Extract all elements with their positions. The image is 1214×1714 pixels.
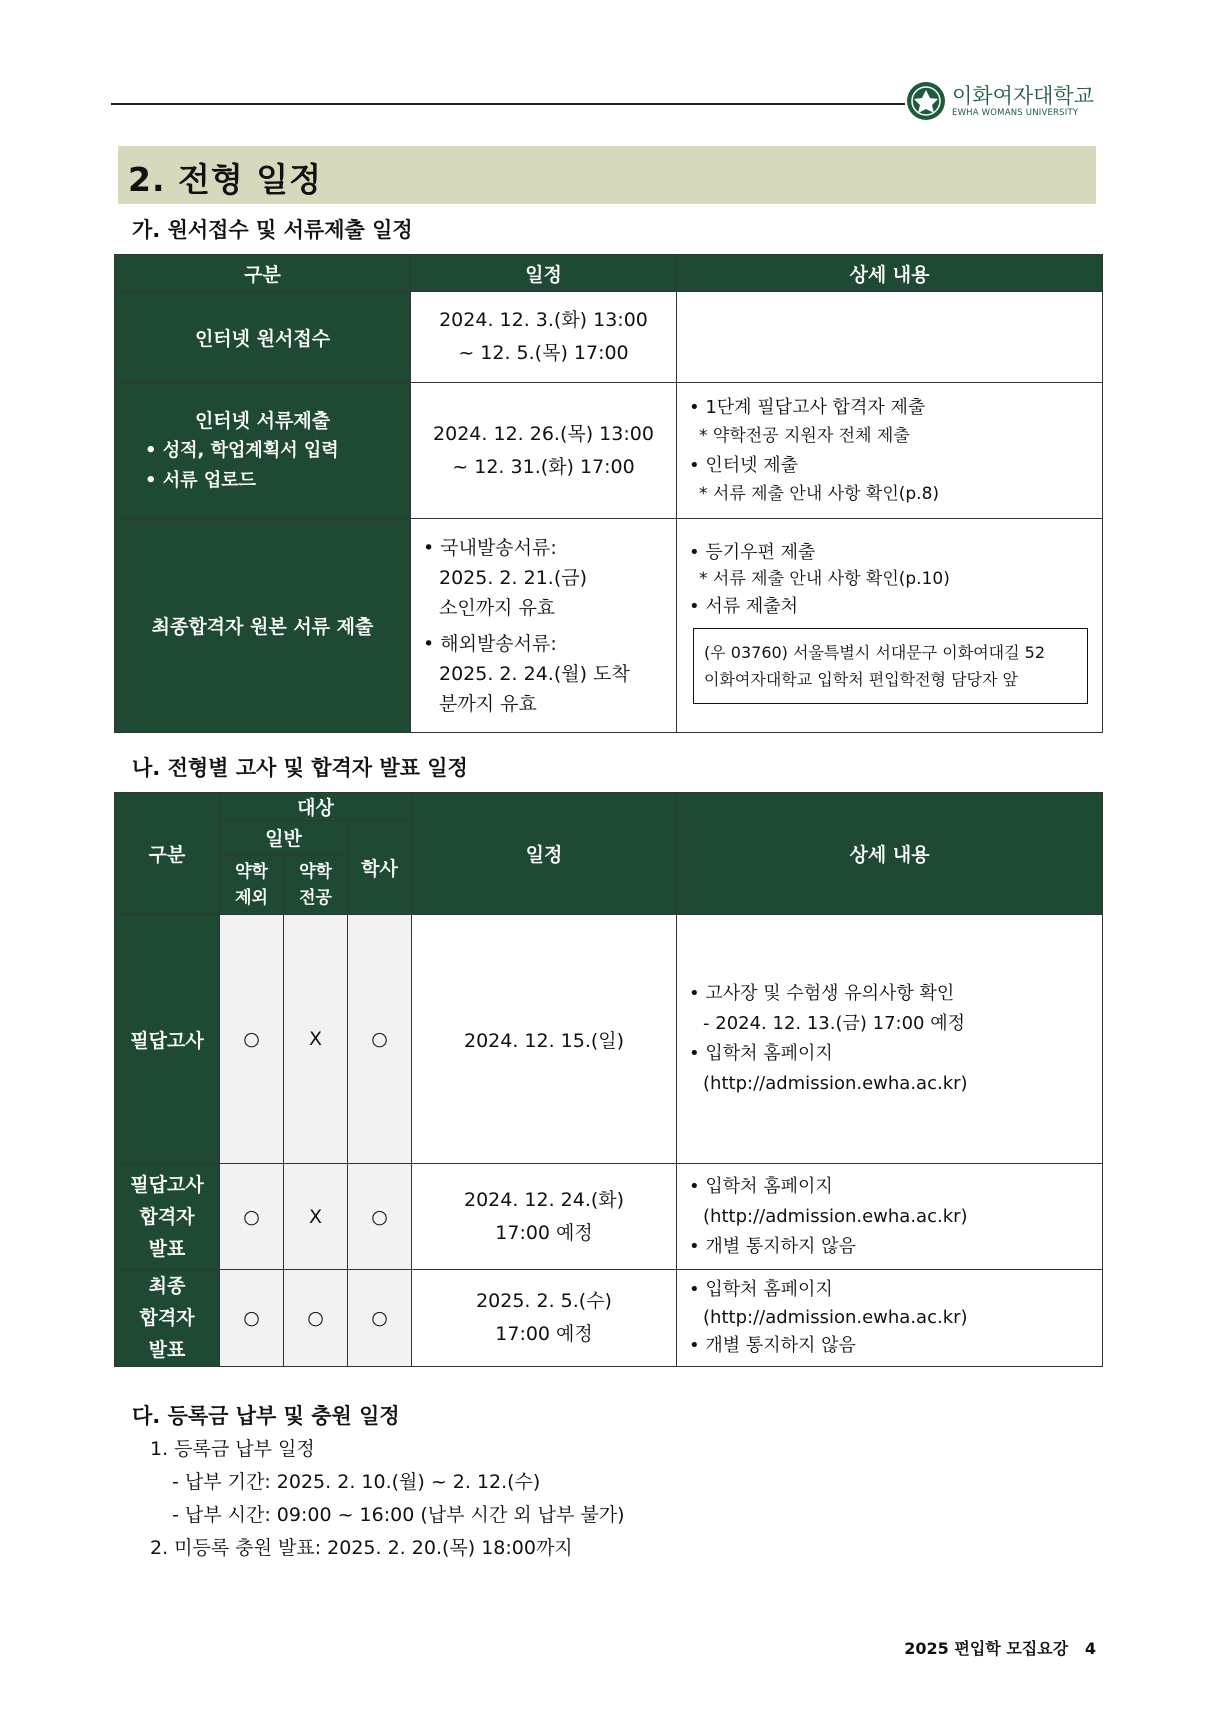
body-line: - 납부 시간: 09:00 ~ 16:00 (납부 시간 외 납부 불가) (172, 1504, 625, 1526)
address-line: (우 03760) 서울특별시 서대문구 이화여대길 52 (704, 643, 1046, 662)
subsection-title-na: 나. 전형별 고사 및 합격자 발표 일정 (132, 756, 468, 780)
table-header-row (115, 255, 1103, 292)
date-line: • 국내발송서류: (423, 536, 557, 559)
date-line: 2025. 2. 21.(금) (439, 566, 587, 589)
mark-cell: ○ (348, 1270, 412, 1367)
date-line: 2025. 2. 24.(월) 도착 (439, 662, 630, 685)
table-header-row (115, 793, 1103, 821)
date-line: ~ 12. 31.(화) 17:00 (452, 455, 635, 478)
detail-line: • 개별 통지하지 않음 (689, 1235, 856, 1257)
header-cell: 구분 (115, 255, 411, 292)
header-cell (220, 855, 284, 915)
payment-schedule-text (150, 1433, 625, 1565)
header-cell: 일정 (412, 793, 677, 915)
date-line: 2024. 12. 26.(목) 13:00 (433, 422, 654, 445)
body-line: - 납부 기간: 2025. 2. 10.(월) ~ 2. 12.(수) (172, 1471, 541, 1493)
row-label-line: 발표 (148, 1339, 186, 1361)
mark-cell: ○ (220, 915, 284, 1164)
table-row (115, 915, 1103, 1164)
row-label-line: 합격자 (139, 1205, 195, 1228)
university-logo (905, 80, 1094, 122)
detail-line: * 서류 제출 안내 사항 확인(p.8) (699, 483, 940, 504)
detail-line: - 2024. 12. 13.(금) 17:00 예정 (703, 1013, 965, 1034)
date-line: 2024. 12. 24.(화) (463, 1188, 625, 1211)
detail-line: * 서류 제출 안내 사항 확인(p.10) (699, 569, 950, 589)
header-cell: 일반 (220, 821, 348, 855)
detail-cell (677, 383, 1103, 519)
row-label (115, 1164, 220, 1270)
exam-schedule-table (114, 792, 1103, 1367)
subsection-title-ga: 가. 원서접수 및 서류제출 일정 (132, 218, 413, 242)
header-text: 약학 (235, 861, 268, 882)
header-cell: 일정 (411, 255, 677, 292)
row-label (115, 383, 411, 519)
detail-line: • 입학처 홈페이지 (689, 1175, 833, 1197)
application-schedule-table (114, 254, 1103, 733)
page-footer: 2025 편입학 모집요강 4 (904, 1639, 1096, 1658)
detail-cell (677, 1164, 1103, 1270)
header-cell: 상세 내용 (677, 793, 1103, 915)
detail-line: (http://admission.ewha.ac.kr) (703, 1205, 968, 1227)
mark-cell: ○ (348, 915, 412, 1164)
detail-line: • 입학처 홈페이지 (689, 1043, 833, 1064)
row-label: 인터넷 원서접수 (115, 292, 411, 383)
mark-cell: ○ (284, 1270, 348, 1367)
address-box (693, 628, 1088, 704)
date-cell (412, 1270, 677, 1367)
mark-cell: ○ (348, 1164, 412, 1270)
ewha-emblem-icon (905, 80, 947, 122)
mark-cell: X (284, 915, 348, 1164)
header-text: 약학 (299, 861, 332, 882)
header-cell: 대상 (220, 793, 412, 821)
date-line: ~ 12. 5.(목) 17:00 (458, 342, 629, 364)
detail-line: (http://admission.ewha.ac.kr) (703, 1307, 968, 1328)
header-cell (284, 855, 348, 915)
row-label-line: 필답고사 (130, 1173, 204, 1196)
detail-line: (http://admission.ewha.ac.kr) (703, 1073, 968, 1094)
row-label-sub: • 서류 업로드 (145, 469, 256, 491)
detail-line: • 서류 제출처 (689, 596, 799, 617)
mark-cell: ○ (220, 1270, 284, 1367)
table-row (115, 1164, 1103, 1270)
section-title: 2. 전형 일정 (128, 160, 322, 199)
row-label (115, 1270, 220, 1367)
address-line: 이화여자대학교 입학처 편입학전형 담당자 앞 (704, 670, 1019, 689)
body-line: 1. 등록금 납부 일정 (150, 1438, 315, 1460)
date-line: 17:00 예정 (495, 1221, 593, 1244)
body-line: 2. 미등록 충원 발표: 2025. 2. 20.(목) 18:00까지 (150, 1537, 573, 1559)
date-line: 17:00 예정 (495, 1323, 593, 1345)
detail-cell (677, 1270, 1103, 1367)
detail-line: • 개별 통지하지 않음 (689, 1335, 856, 1356)
subsection-title-da: 다. 등록금 납부 및 충원 일정 (132, 1404, 400, 1428)
row-label: 최종합격자 원본 서류 제출 (115, 519, 411, 733)
header-cell: 상세 내용 (677, 255, 1103, 292)
logo-english-name: EWHA WOMANS UNIVERSITY (952, 107, 1079, 118)
date-cell (411, 292, 677, 383)
table-row (115, 519, 1103, 733)
detail-line: • 등기우편 제출 (689, 542, 816, 563)
mark-cell: ○ (220, 1164, 284, 1270)
header-rule (111, 103, 905, 105)
header-text: 전공 (299, 887, 332, 908)
detail-cell (677, 519, 1103, 733)
table-row (115, 1270, 1103, 1367)
detail-line: • 1단계 필답고사 합격자 제출 (689, 396, 926, 418)
date-cell (412, 1164, 677, 1270)
row-label-main: 인터넷 서류제출 (194, 409, 331, 432)
table-row (115, 292, 1103, 383)
mark-cell: X (284, 1164, 348, 1270)
detail-line: • 고사장 및 수험생 유의사항 확인 (689, 983, 955, 1004)
date-line: 소인까지 유효 (439, 596, 556, 619)
row-label-line: 발표 (148, 1237, 186, 1260)
row-label-line: 최종 (148, 1275, 186, 1297)
table-row (115, 383, 1103, 519)
row-label: 필답고사 (115, 915, 220, 1164)
date-line: • 해외발송서류: (423, 632, 557, 655)
header-text: 제외 (235, 887, 268, 908)
header-cell: 구분 (115, 793, 220, 915)
detail-line: • 입학처 홈페이지 (689, 1279, 833, 1300)
detail-line: • 인터넷 제출 (689, 454, 799, 476)
date-line: 분까지 유효 (439, 692, 537, 715)
detail-cell (677, 915, 1103, 1164)
date-line: 2025. 2. 5.(수) (476, 1290, 612, 1312)
detail-line: * 약학전공 지원자 전체 제출 (699, 425, 910, 446)
date-cell (411, 383, 677, 519)
logo-korean-name: 이화여자대학교 (952, 83, 1095, 108)
date-line: 2024. 12. 3.(화) 13:00 (439, 309, 648, 331)
detail-cell (677, 292, 1103, 383)
date-cell (411, 519, 677, 733)
date-cell: 2024. 12. 15.(일) (412, 915, 677, 1164)
row-label-line: 합격자 (139, 1307, 195, 1329)
row-label-sub: • 성적, 학업계획서 입력 (145, 439, 339, 461)
section-title-bar (118, 146, 1096, 204)
header-cell: 학사 (348, 821, 412, 915)
